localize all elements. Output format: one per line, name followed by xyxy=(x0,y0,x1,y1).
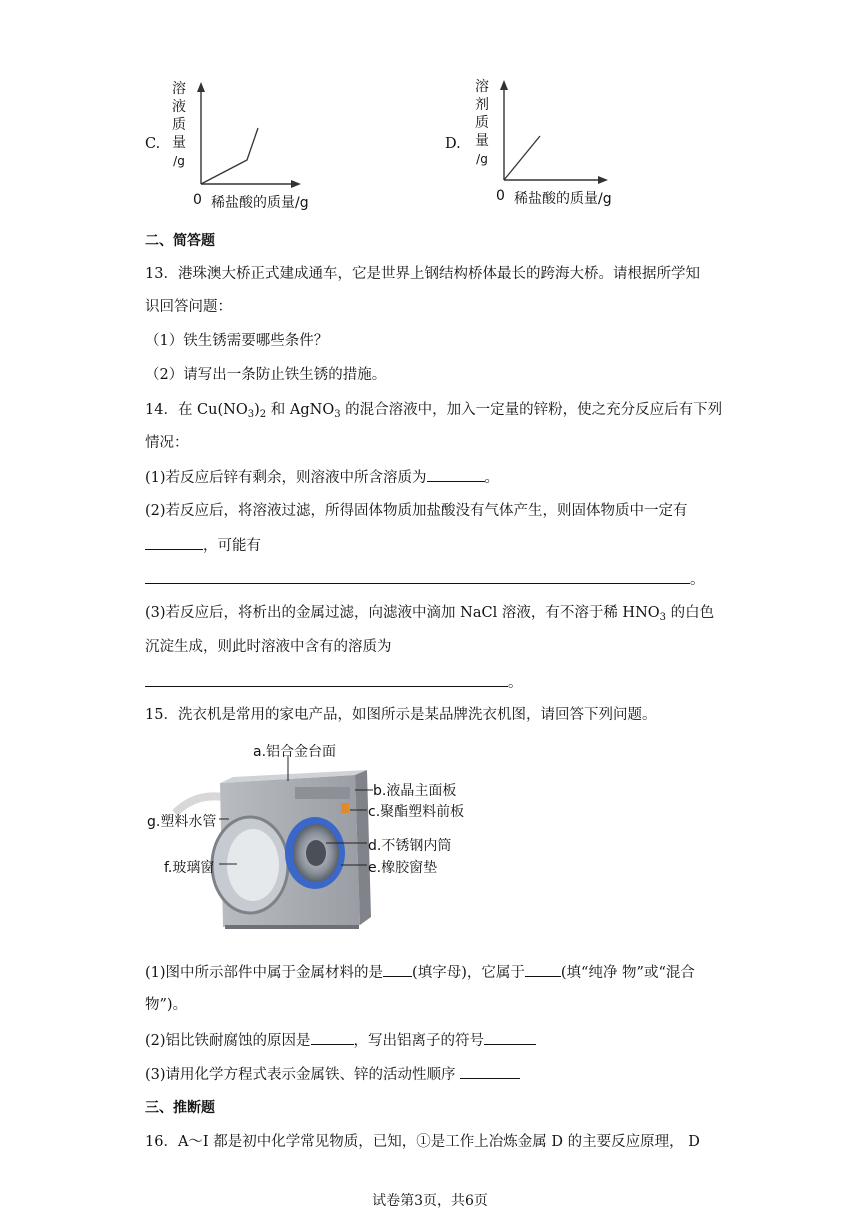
q14-intro-line2: 情况： xyxy=(145,435,189,451)
q15-part2-blank2[interactable] xyxy=(484,1030,536,1045)
graph-c-origin: 0 xyxy=(193,192,202,208)
part-label-b: b.液晶主面板 xyxy=(373,783,457,799)
graph-c-xlabel: 稀盐酸的质量/g xyxy=(211,195,309,211)
part-label-c: c.聚酯塑料前板 xyxy=(368,804,465,820)
part-label-g: g.塑料水管 xyxy=(147,814,217,830)
graph-d xyxy=(468,76,628,216)
graph-d-xlabel: 稀盐酸的质量/g xyxy=(514,191,612,207)
q15-part1-blank2[interactable] xyxy=(525,962,561,977)
q14-part1: (1)若反应后锌有剩余，则溶液中所含溶质为 。 xyxy=(145,467,499,488)
q14-part3-blank[interactable] xyxy=(145,672,508,687)
q14-part2-blank2[interactable] xyxy=(145,569,690,584)
q16-text-line1: 16．A～I 都是初中化学常见物质，已知，①是工作上冶炼金属 D 的主要反应原理， D xyxy=(145,1134,700,1150)
graph-d-origin: 0 xyxy=(496,188,505,204)
graph-d-ylabel: 溶 剂 质 量 /g xyxy=(475,79,489,166)
graph-d-curve xyxy=(504,136,540,180)
option-d-label: D. xyxy=(445,136,461,152)
q13-text-line2: 识回答问题： xyxy=(145,299,232,315)
q13-sub1: （1）铁生锈需要哪些条件？ xyxy=(145,333,329,349)
q13-sub2: （2）请写出一条防止铁生锈的措施。 xyxy=(145,367,387,383)
q14-part2-blank1[interactable] xyxy=(145,535,203,550)
section-heading-short-answer: 二、简答题 xyxy=(145,233,215,249)
q15-part1-line2: 物”)。 xyxy=(145,997,188,1013)
q15-part1-line1: (1)图中所示部件中属于金属材料的是 (填字母)，它属于 (填“纯净 物”或“混合 xyxy=(145,962,695,983)
graph-c-curve xyxy=(201,128,258,184)
q13-text-line1: 13．港珠澳大桥正式建成通车，它是世界上钢结构桥体最长的跨海大桥。请根据所学知 xyxy=(145,266,700,282)
q14-part3-line3: 。 xyxy=(145,672,523,693)
graph-c xyxy=(165,78,325,218)
page-footer: 试卷第3页，共6页 xyxy=(372,1193,488,1209)
part-label-a: a.铝合金台面 xyxy=(253,744,337,760)
q14-part3-line2: 沉淀生成，则此时溶液中含有的溶质为 xyxy=(145,639,392,655)
part-label-f: f.玻璃窗 xyxy=(164,860,215,876)
graph-c-ylabel: 溶 液 质 量 /g xyxy=(172,81,186,168)
q14-intro-line1: 14．在 $Cu(NO_3)_2$ 和 AgNO$_3$ 的混合溶液中，加入一定量的锌粉，使之充分反应后有下列 xyxy=(145,402,723,420)
q14-part1-blank[interactable] xyxy=(427,467,485,482)
q15-part1-blank1[interactable] xyxy=(383,962,412,977)
section-heading-inference: 三、推断题 xyxy=(145,1100,215,1116)
q15-part2: (2)铝比铁耐腐蚀的原因是 ，写出铝离子的符号 xyxy=(145,1030,536,1051)
part-label-e: e.橡胶窗垫 xyxy=(368,860,438,876)
q14-part3-line1: (3)若反应后，将析出的金属过滤，向滤液中滴加 NaCl 溶液，有不溶于稀 $HNO_3$ 的白色 xyxy=(145,605,715,623)
part-label-d: d.不锈钢内筒 xyxy=(368,838,452,854)
q15-intro: 15．洗衣机是常用的家电产品，如图所示是某品牌洗衣机图，请回答下列问题。 xyxy=(145,707,657,723)
q15-part3: (3)请用化学方程式表示金属铁、锌的活动性顺序 xyxy=(145,1064,520,1085)
q14-part2-line1: (2)若反应后，将溶液过滤，所得固体物质加盐酸没有气体产生，则固体物质中一定有 xyxy=(145,503,688,519)
q15-part2-blank1[interactable] xyxy=(311,1030,354,1045)
q14-part2-line3: 。 xyxy=(145,569,705,590)
q14-part2-line2: ，可能有 xyxy=(145,535,261,556)
option-c-label: C. xyxy=(145,136,161,152)
q15-part3-blank[interactable] xyxy=(460,1064,520,1079)
